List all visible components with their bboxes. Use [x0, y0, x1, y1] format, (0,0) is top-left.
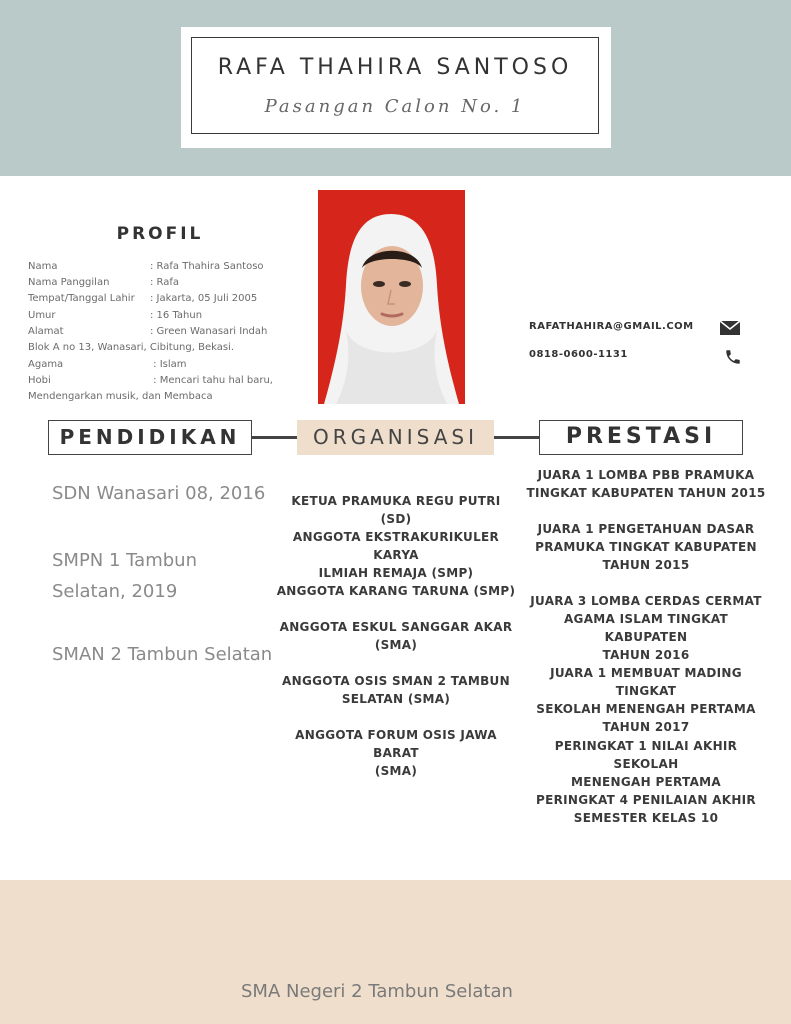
profile-label: Tempat/Tanggal Lahir — [28, 293, 135, 304]
profile-value: : Mencari tahu hal baru, — [150, 375, 273, 386]
achievement-line: SEMESTER KELAS 10 — [573, 811, 719, 825]
education-item: SDN Wanasari 08, 2016 — [52, 483, 266, 504]
organization-line: ILMIAH REMAJA (SMP) — [318, 566, 474, 580]
profile-label: Nama — [28, 261, 58, 272]
portrait-illustration — [318, 190, 465, 404]
organization-item — [276, 726, 516, 780]
section-header-education: PENDIDIKAN — [48, 420, 252, 455]
organization-line: (SMA) — [374, 638, 418, 652]
education-item: SMPN 1 Tambun — [52, 550, 197, 571]
profile-value: : Islam — [150, 359, 187, 370]
candidate-photo — [318, 190, 465, 404]
candidate-name: RAFA THAHIRA SANTOSO — [217, 55, 573, 80]
connector-line — [494, 436, 540, 439]
achievement-line: AGAMA ISLAM TINGKAT KABUPATEN — [563, 612, 729, 644]
organization-item — [276, 672, 516, 708]
achievement-line: MENENGAH PERTAMA — [570, 775, 722, 789]
achievement-item — [524, 737, 768, 791]
achievement-item — [524, 791, 768, 827]
profile-heading: PROFIL — [116, 224, 204, 244]
footer-band — [0, 880, 791, 1024]
achievement-line: PRAMUKA TINGKAT KABUPATEN — [535, 540, 757, 554]
footer-school: SMA Negeri 2 Tambun Selatan — [241, 981, 513, 1002]
achievement-item — [524, 592, 768, 664]
profile-value: : Jakarta, 05 Juli 2005 — [150, 293, 258, 304]
organization-line: ANGGOTA ESKUL SANGGAR AKAR — [279, 620, 513, 634]
profile-label: Umur — [28, 310, 56, 321]
candidate-subtitle: Pasangan Calon No. 1 — [264, 96, 526, 117]
achievement-item — [524, 520, 768, 574]
organization-item — [276, 492, 516, 528]
profile-label: Nama Panggilan — [28, 277, 110, 288]
education-item: Selatan, 2019 — [52, 581, 178, 602]
profile-row-nickname — [28, 277, 179, 289]
organization-line: ANGGOTA EKSTRAKURIKULER KARYA — [292, 530, 500, 562]
title-card-border — [191, 37, 599, 134]
organization-line: ANGGOTA KARANG TARUNA (SMP) — [276, 584, 516, 598]
contact-email[interactable]: RAFATHAHIRA@GMAIL.COM — [529, 321, 694, 332]
profile-value: : 16 Tahun — [150, 310, 203, 321]
organization-item — [276, 582, 516, 600]
achievement-line: TINGKAT KABUPATEN TAHUN 2015 — [526, 486, 766, 500]
achievement-line: PERINGKAT 4 PENILAIAN AKHIR — [536, 793, 756, 807]
profile-hobby-continuation: Mendengarkan musik, dan Membaca — [28, 391, 213, 402]
phone-icon — [724, 348, 742, 366]
profile-row-birth — [28, 293, 257, 305]
education-item: SMAN 2 Tambun Selatan — [52, 644, 273, 665]
profile-value: : Rafa Thahira Santoso — [150, 261, 264, 272]
achievement-line: JUARA 1 PENGETAHUAN DASAR — [537, 522, 755, 536]
section-header-achievements: PRESTASI — [539, 420, 743, 455]
achievement-line: PERINGKAT 1 NILAI AKHIR SEKOLAH — [554, 739, 738, 771]
envelope-icon — [720, 320, 740, 334]
achievement-item — [524, 466, 768, 502]
achievement-line: JUARA 3 LOMBA CERDAS CERMAT — [530, 594, 762, 608]
organization-line: SELATAN (SMA) — [341, 692, 451, 706]
profile-value: : Green Wanasari Indah — [150, 326, 268, 337]
achievement-item — [524, 664, 768, 736]
profile-row-name — [28, 261, 264, 273]
profile-row-religion — [28, 359, 187, 371]
profile-row-hobby — [28, 375, 273, 387]
profile-value: : Rafa — [150, 277, 180, 288]
profile-label: Hobi — [28, 375, 51, 386]
contact-phone[interactable]: 0818-0600-1131 — [529, 349, 628, 360]
profile-row-address — [28, 326, 267, 338]
profile-label: Alamat — [28, 326, 64, 337]
achievement-line: TAHUN 2015 — [602, 558, 690, 572]
connector-line — [251, 436, 299, 439]
achievement-line: JUARA 1 MEMBUAT MADING TINGKAT — [550, 666, 742, 698]
profile-row-age — [28, 310, 202, 322]
organization-item — [276, 618, 516, 654]
profile-label: Agama — [28, 359, 64, 370]
organization-line: ANGGOTA OSIS SMAN 2 TAMBUN — [282, 674, 510, 688]
organization-line: ANGGOTA FORUM OSIS JAWA BARAT — [295, 728, 497, 760]
organization-line: (SMA) — [374, 764, 418, 778]
achievement-line: JUARA 1 LOMBA PBB PRAMUKA — [537, 468, 755, 482]
achievement-line: TAHUN 2017 — [602, 720, 690, 734]
achievement-line: SEKOLAH MENENGAH PERTAMA — [536, 702, 756, 716]
organization-line: KETUA PRAMUKA REGU PUTRI (SD) — [291, 494, 501, 526]
profile-address-continuation: Blok A no 13, Wanasari, Cibitung, Bekasi. — [28, 342, 235, 353]
organization-item — [276, 528, 516, 582]
achievement-line: TAHUN 2016 — [602, 648, 690, 662]
section-header-organization: ORGANISASI — [297, 420, 494, 455]
